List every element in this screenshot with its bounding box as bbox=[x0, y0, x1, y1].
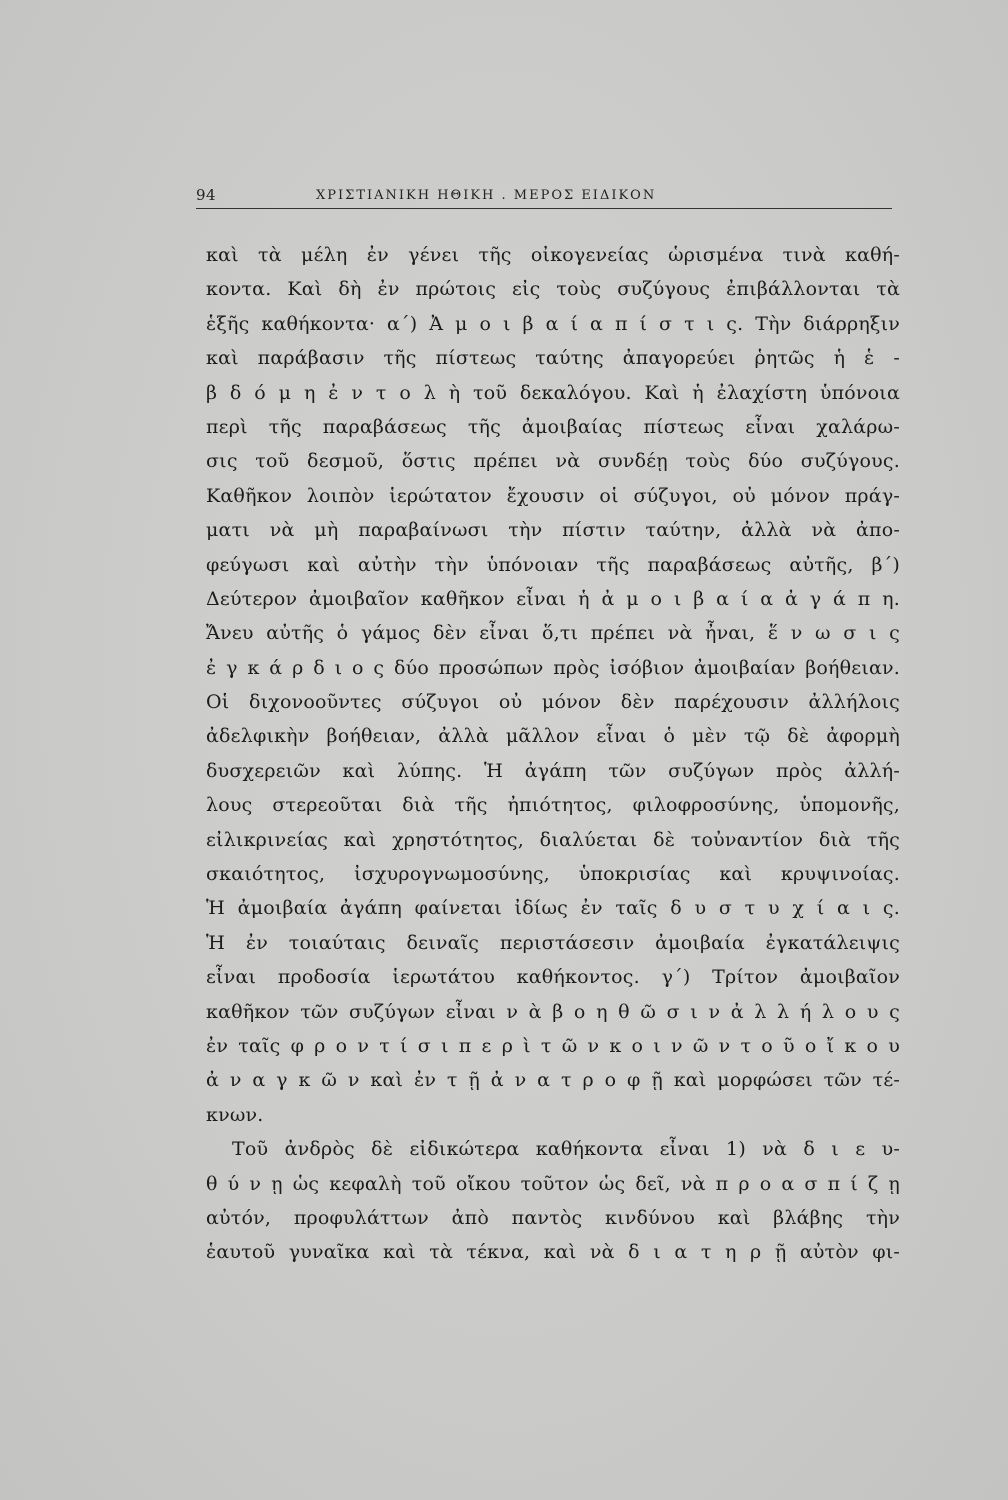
text-line: ἀ ν α γ κ ῶ ν καὶ ἐν τ ῇ ἀ ν α τ ρ ο φ ῇ καὶ μορφώσει τῶν τέ- bbox=[206, 1069, 900, 1092]
text-line: Ἡ ἀμοιβαία ἀγάπη φαίνεται ἰδίως ἐν ταῖς δ υ σ τ υ χ ί α ι ς. bbox=[206, 897, 900, 920]
text-line: καθῆκον τῶν συζύγων εἶναι ν ὰ β ο η θ ῶ σ ι ν ἀ λ λ ή λ ο υ ς bbox=[206, 1000, 900, 1023]
text-line: β δ ό μ η ἐ ν τ ο λ ὴ τοῦ δεκαλόγου. Καὶ ἡ ἐλαχίστη ὑπόνοια bbox=[206, 381, 900, 404]
text-line: καὶ τὰ μέλη ἐν γένει τῆς οἰκογενείας ὡρισμένα τινὰ καθή- bbox=[206, 244, 900, 266]
text-line: ἀδελφικὴν βοήθειαν, ἀλλὰ μᾶλλον εἶναι ὁ μὲν τῷ δὲ ἀφορμὴ bbox=[206, 725, 900, 748]
text-line: θ ύ ν ῃ ὡς κεφαλὴ τοῦ οἴκου τοῦτον ὡς δεῖ, νὰ π ρ ο α σ π ί ζ ῃ bbox=[206, 1172, 900, 1195]
text-line: φεύγωσι καὶ αὐτὴν τὴν ὑπόνοιαν τῆς παραβάσεως αὐτῆς, β΄) bbox=[206, 553, 900, 576]
page-number: 94 bbox=[196, 186, 217, 204]
header-title: ΧΡΙΣΤΙΑΝΙΚΗ ΗΘΙΚΗ . ΜΕΡΟΣ ΕΙΔΙΚΟΝ bbox=[316, 188, 657, 203]
text-line: ματι νὰ μὴ παραβαίνωσι τὴν πίστιν ταύτην, ἀλλὰ νὰ ἀπο- bbox=[206, 519, 900, 542]
text-line: σκαιότητος, ἰσχυρογνωμοσύνης, ὑποκρισίας καὶ κρυψινοίας. bbox=[206, 863, 900, 886]
text-line: Δεύτερον ἀμοιβαῖον καθῆκον εἶναι ἡ ἀ μ ο ι β α ί α ἀ γ ά π η. bbox=[206, 587, 900, 610]
text-line: περὶ τῆς παραβάσεως τῆς ἀμοιβαίας πίστεως εἶναι χαλάρω- bbox=[206, 415, 900, 438]
text-line: Οἱ διχονοοῦντες σύζυγοι οὐ μόνον δὲν παρέχουσιν ἀλλήλοις bbox=[206, 691, 900, 714]
text-line: ἑξῆς καθήκοντα· α΄) Ἀ μ ο ι β α ί α π ί σ τ ι ς. Τὴν διάρρηξιν bbox=[206, 312, 900, 335]
text-line: εἰλικρινείας καὶ χρηστότητος, διαλύεται δὲ τοὐναντίον διὰ τῆς bbox=[206, 828, 900, 851]
text-line: αὐτόν, προφυλάττων ἀπὸ παντὸς κινδύνου καὶ βλάβης τὴν bbox=[206, 1206, 900, 1229]
text-line: δυσχερειῶν καὶ λύπης. Ἡ ἀγάπη τῶν συζύγων πρὸς ἀλλή- bbox=[206, 759, 900, 782]
text-line: κνων. bbox=[206, 1103, 264, 1126]
header-rule bbox=[196, 208, 892, 209]
text-line: Καθῆκον λοιπὸν ἱερώτατον ἔχουσιν οἱ σύζυγοι, οὐ μόνον πράγ- bbox=[206, 484, 900, 507]
text-line: εἶναι προδοσία ἱερωτάτου καθήκοντος. γ΄) Τρίτον ἀμοιβαῖον bbox=[206, 966, 900, 989]
text-line: λους στερεοῦται διὰ τῆς ἠπιότητος, φιλοφροσύνης, ὑπομονῆς, bbox=[206, 794, 900, 817]
text-line: Τοῦ ἀνδρὸς δὲ εἰδικώτερα καθήκοντα εἶναι 1) νὰ δ ι ε υ- bbox=[232, 1138, 900, 1161]
text-line: ἑαυτοῦ γυναῖκα καὶ τὰ τέκνα, καὶ νὰ δ ι α τ η ρ ῇ αὐτὸν φι- bbox=[206, 1241, 900, 1264]
text-line: κοντα. Καὶ δὴ ἐν πρώτοις εἰς τοὺς συζύγους ἐπιβάλλονται τὰ bbox=[206, 278, 900, 301]
text-line: Ἄνευ αὐτῆς ὁ γάμος δὲν εἶναι ὅ,τι πρέπει νὰ ἦναι, ἕ ν ω σ ι ς bbox=[206, 622, 900, 645]
text-line: σις τοῦ δεσμοῦ, ὅστις πρέπει νὰ συνδέῃ τοὺς δύο συζύγους. bbox=[206, 450, 900, 473]
text-line: Ἡ ἐν τοιαύταις δειναῖς περιστάσεσιν ἀμοιβαία ἐγκατάλειψις bbox=[206, 931, 900, 954]
text-line: ἐν ταῖς φ ρ ο ν τ ί σ ι π ε ρ ὶ τ ῶ ν κ ο ι ν ῶ ν τ ο ῦ ο ἴ κ ο υ bbox=[206, 1034, 900, 1057]
text-line: ἐ γ κ ά ρ δ ι ο ς δύο προσώπων πρὸς ἰσόβιον ἀμοιβαίαν βοήθειαν. bbox=[206, 656, 900, 679]
text-line: καὶ παράβασιν τῆς πίστεως ταύτης ἀπαγορεύει ῥητῶς ἡ ἑ - bbox=[206, 347, 900, 370]
body-text bbox=[206, 238, 900, 1270]
